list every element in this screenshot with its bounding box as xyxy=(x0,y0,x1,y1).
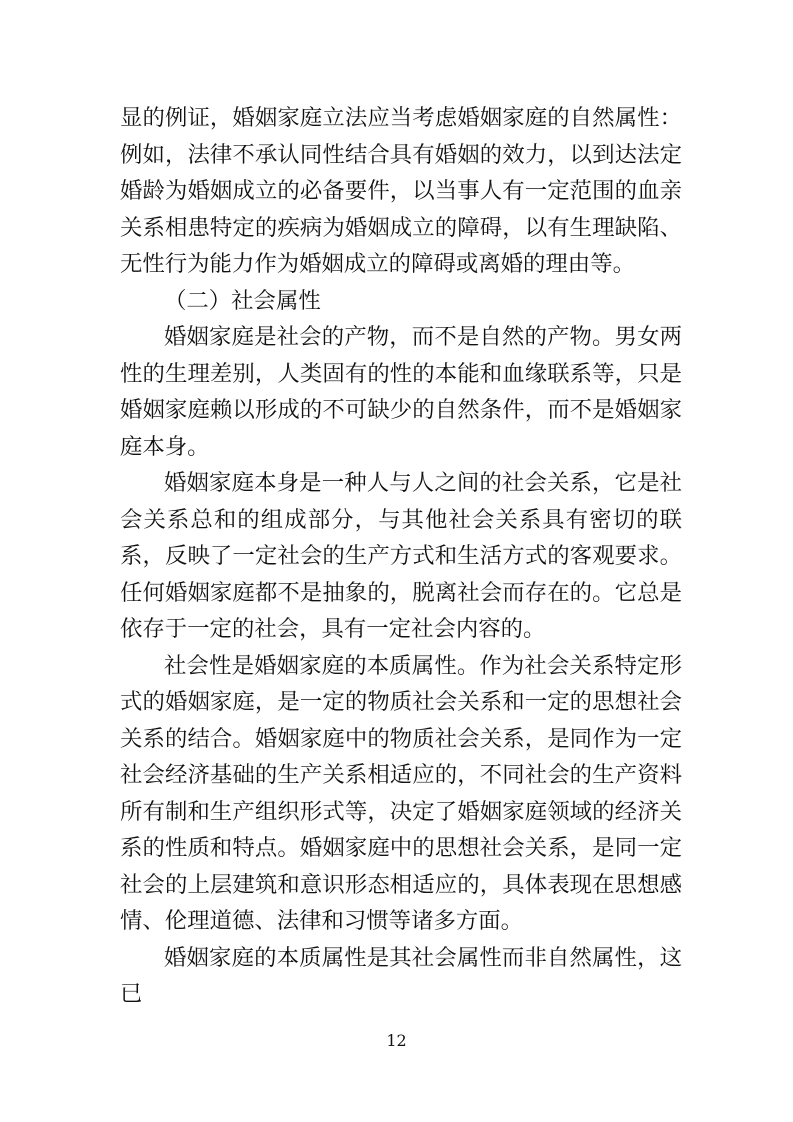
paragraph: 社会性是婚姻家庭的本质属性。作为社会关系特定形式的婚姻家庭，是一定的物质社会关系和一定的思想社会关系的结合。婚姻家庭中的物质社会关系，是同作为一定社会经济基础的生产关系相适应的，不同社会的生产资料所有制和生产组织形式等，决定了婚姻家庭领域的经济关系的性质和特点。婚姻家庭中的思想社会关系，是同一定社会的上层建筑和意识形态相适应的，具体表现在思想感情、伦理道德、法律和习惯等诸多方面。 xyxy=(120,652,682,934)
paragraph: 婚姻家庭是社会的产物，而不是自然的产物。男女两性的生理差别，人类固有的性的本能和血缘联系等，只是婚姻家庭赖以形成的不可缺少的自然条件，而不是婚姻家庭本身。 xyxy=(120,324,682,460)
paragraph: 婚姻家庭的本质属性是其社会属性而非自然属性，这已 xyxy=(120,944,682,1007)
body-text xyxy=(120,100,682,1013)
paragraph-continued: 显的例证，婚姻家庭立法应当考虑婚姻家庭的自然属性：例如，法律不承认同性结合具有婚姻的效力，以到达法定婚龄为婚姻成立的必备要件，以当事人有一定范围的血亲关系相患特定的疾病为婚姻成立的障碍，以有生理缺陷、无性行为能力作为婚姻成立的障碍或离婚的理由等。 xyxy=(120,105,682,277)
page-number: 12 xyxy=(386,1031,407,1050)
section-subheading: （二）社会属性 xyxy=(164,287,321,314)
paragraph: 婚姻家庭本身是一种人与人之间的社会关系，它是社会关系总和的组成部分，与其他社会关系具有密切的联系，反映了一定社会的生产方式和生活方式的客观要求。任何婚姻家庭都不是抽象的，脱离社会而存在的。它总是依存于一定的社会，具有一定社会内容的。 xyxy=(120,470,682,642)
